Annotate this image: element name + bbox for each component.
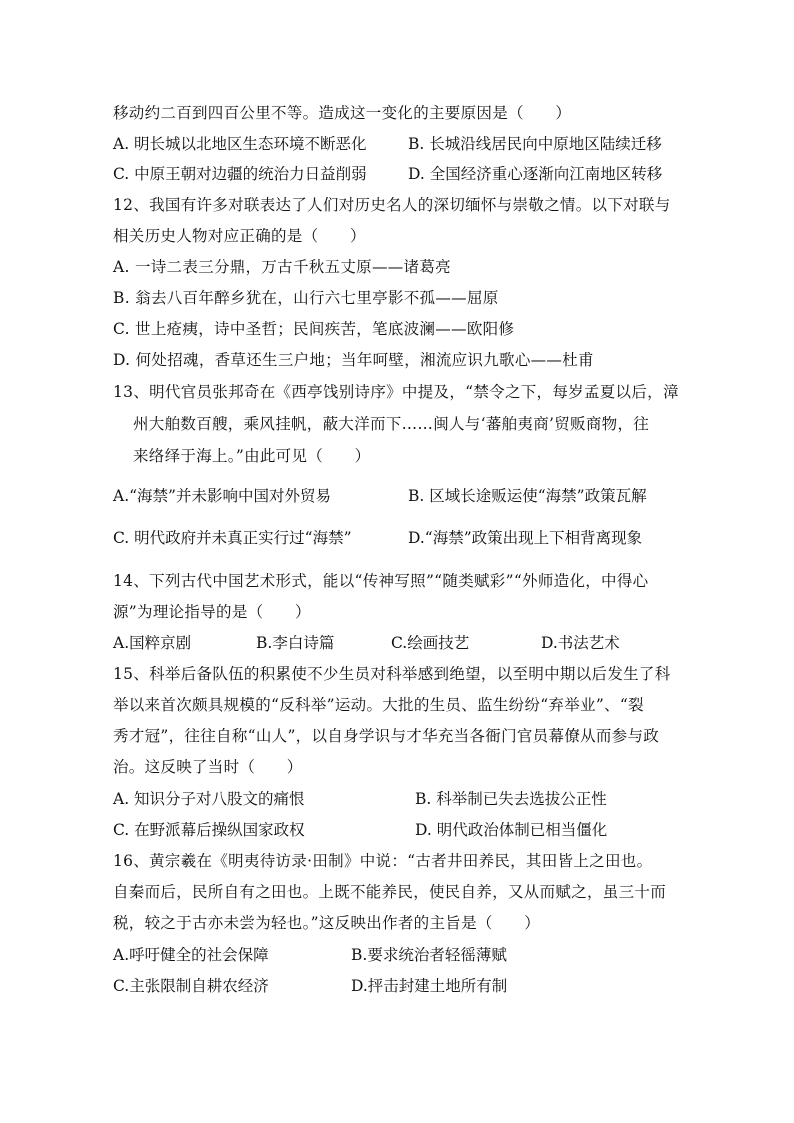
option-b: B.要求统治者轻徭薄赋 xyxy=(351,946,507,964)
option-d: D.书法艺术 xyxy=(541,634,620,652)
question-15-options-row-1 xyxy=(113,789,693,809)
question-15-stem-line: 治。这反映了当时（ ） xyxy=(113,758,303,776)
option-c: C.主张限制自耕农经济 xyxy=(113,977,269,995)
question-14-stem-line: 源”为理论指导的是（ ） xyxy=(113,603,311,621)
question-16-options-row-2 xyxy=(113,976,693,996)
question-13-options-row-1 xyxy=(113,486,693,506)
question-16-options-row-1 xyxy=(113,945,693,965)
question-13-stem-line: 州大舶数百艘，乘风挂帆，蔽大洋而下……闽人与‘蕃舶夷商’贸贩商物，往 xyxy=(133,415,650,433)
question-16-stem-line: 自秦而后，民所自有之田也。上既不能养民，使民自养，又从而赋之，虽三十而 xyxy=(113,883,667,901)
option-a: A.呼吁健全的社会保障 xyxy=(113,946,269,964)
option-c: C. 在野派幕后操纵国家政权 xyxy=(113,821,305,839)
question-13-stem-line: 13、明代官员张邦奇在《西亭饯别诗序》中提及，“禁令之下，每岁孟夏以后，漳 xyxy=(113,383,679,401)
question-12-option-b: B. 翁去八百年醉乡犹在，山行六七里亭影不孤——屈原 xyxy=(113,289,499,307)
option-a: A.国粹京剧 xyxy=(113,634,192,652)
question-12-stem-line: 相关历史人物对应正确的是（ ） xyxy=(113,227,366,245)
option-b: B.李白诗篇 xyxy=(256,634,335,652)
question-12-option-c: C. 世上疮痍，诗中圣哲；民间疾苦，笔底波澜——欧阳修 xyxy=(113,320,515,338)
option-b: B. 长城沿线居民向中原地区陆续迁移 xyxy=(408,135,662,153)
option-a: A. 知识分子对八股文的痛恨 xyxy=(113,790,305,808)
question-12-option-d: D. 何处招魂，香草还生三户地；当年呵壁，湘流应识九歌心——杜甫 xyxy=(113,351,594,369)
option-d: D. 全国经济重心逐渐向江南地区转移 xyxy=(408,165,663,183)
question-13-options-row-2 xyxy=(113,528,693,548)
question-12-stem-line: 12、我国有许多对联表达了人们对历史名人的深切缅怀与崇敬之情。以下对联与 xyxy=(113,196,671,214)
question-14-options-row xyxy=(113,633,693,653)
option-d: D.“海禁”政策出现上下相背离现象 xyxy=(408,529,643,547)
option-d: D.抨击封建土地所有制 xyxy=(351,977,508,995)
question-11-options-row-2 xyxy=(113,164,693,184)
option-a: A. 明长城以北地区生态环境不断恶化 xyxy=(113,135,367,153)
question-15-stem-line: 秀才冠”，往往自称“山人”，以自身学识与才华充当各衙门官员幕僚从而参与政 xyxy=(113,727,660,745)
question-12-option-a: A. 一诗二表三分鼎，万古千秋五丈原——诸葛亮 xyxy=(113,258,451,276)
question-16-stem-line: 税，较之于古亦未尝为轻也。”这反映出作者的主旨是（ ） xyxy=(113,914,541,932)
question-15-options-row-2 xyxy=(113,820,693,840)
question-16-stem-line: 16、黄宗羲在《明夷待访录·田制》中说：“古者井田养民，其田皆上之田也。 xyxy=(113,852,653,870)
option-c: C. 中原王朝对边疆的统治力日益削弱 xyxy=(113,165,367,183)
question-13-stem-line: 来络绎于海上。”由此可见（ ） xyxy=(133,447,371,465)
question-14-stem-line: 14、下列古代中国艺术形式，能以“传神写照”“随类赋彩”“外师造化，中得心 xyxy=(113,572,649,590)
option-c: C.绘画技艺 xyxy=(391,634,470,652)
question-11-options-row-1 xyxy=(113,134,693,154)
option-d: D. 明代政治体制已相当僵化 xyxy=(415,821,608,839)
option-a: A.“海禁”并未影响中国对外贸易 xyxy=(113,487,331,505)
question-15-stem-line: 举以来首次颇具规模的“反科举”运动。大批的生员、监生纷纷“弃举业”、“裂 xyxy=(113,696,644,714)
option-b: B. 科举制已失去选拔公正性 xyxy=(415,790,607,808)
option-b: B. 区域长途贩运使“海禁”政策瓦解 xyxy=(408,487,647,505)
question-15-stem-line: 15、科举后备队伍的积累使不少生员对科举感到绝望，以至明中期以后发生了科 xyxy=(113,665,671,683)
text-line: 移动约二百到四百公里不等。造成这一变化的主要原因是（ ） xyxy=(113,104,572,122)
option-c: C. 明代政府并未真正实行过“海禁” xyxy=(113,529,352,547)
